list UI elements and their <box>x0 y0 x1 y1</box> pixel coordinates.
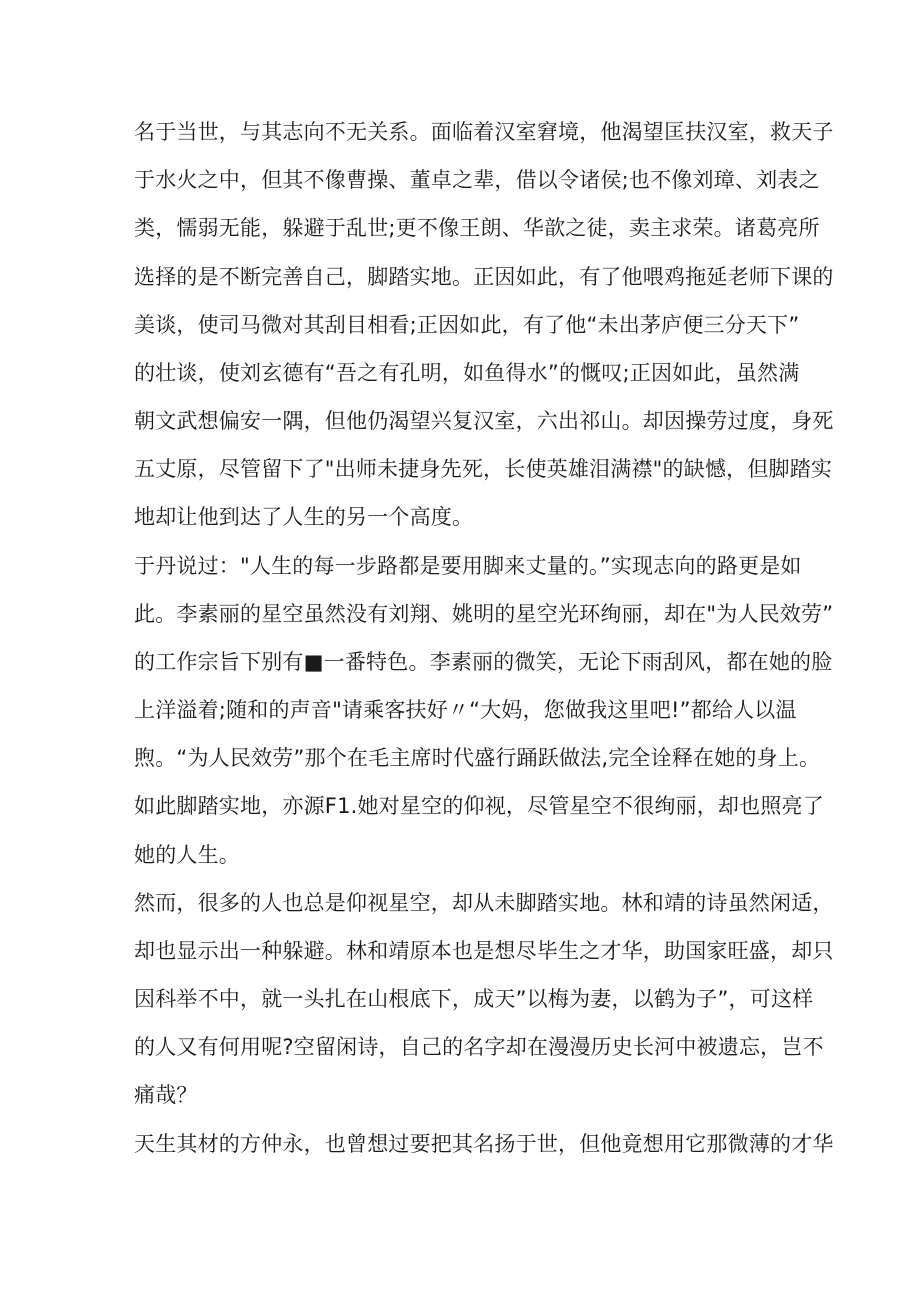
text-line: 此。李素丽的星空虽然没有刘翔、姚明的星空光环绚丽，却在"为人民效劳” <box>134 602 834 626</box>
text-line: 如此脚踏实地，亦源F1.她对星空的仰视，尽管星空不很绚丽，却也照亮了 <box>134 794 824 818</box>
text-line: 于水火之中，但其不像曹操、董卓之辈，借以令诸侯;也不像刘璋、刘表之 <box>134 168 820 192</box>
text-line: 地却让他到达了人生的另一个高度。 <box>134 505 474 529</box>
text-line: 美谈，使司马微对其刮目相看;正因如此，有了他“未出茅庐便三分天下” <box>134 313 800 337</box>
text-line: 却也显示出一种躲避。林和靖原本也是想尽毕生之才华，助国家旺盛，却只 <box>134 939 834 963</box>
text-line: 类，懦弱无能，躲避于乱世;更不像王朗、华歆之徒，卖主求荣。诸葛亮所 <box>134 216 820 240</box>
text-line: 名于当世，与其志向不无关系。面临着汉室窘境，他渴望匡扶汉室，救天子 <box>134 120 834 144</box>
text-line: 于丹说过："人生的每一步路都是要用脚来丈量的。”实现志向的路更是如 <box>134 554 802 578</box>
text-line: 因科举不中，就一头扎在山根底下，成天”以梅为妻，以鹤为子”，可这样 <box>134 987 814 1011</box>
text-line: 然而，很多的人也总是仰视星空，却从未脚踏实地。林和靖的诗虽然闲适， <box>134 891 834 915</box>
text-line: 朝文武想偏安一隅，但他仍渴望兴复汉室，六出祁山。却因操劳过度，身死 <box>134 409 834 433</box>
text-line: 上洋溢着;随和的声音"请乘客扶好〃“大妈，您做我这里吧!”都给人以温 <box>134 698 797 722</box>
text-line: 天生其材的方仲永，也曾想过要把其名扬于世，但他竟想用它那微薄的才华 <box>134 1132 834 1156</box>
text-line: 煦。“为人民效劳”那个在毛主席时代盛行踊跃做法,完全诠释在她的身上。 <box>134 746 821 770</box>
text-line: 五丈原，尽管留下了"出师未捷身先死，长使英雄泪满襟"的缺憾，但脚踏实 <box>134 457 833 481</box>
text-line: 痛哉？ <box>134 1083 198 1107</box>
text-line: 的壮谈，使刘玄德有“吾之有孔明，如鱼得水”的慨叹;正因如此，虽然满 <box>134 361 800 385</box>
text-line: 她的人生。 <box>134 843 240 867</box>
text-line: 选择的是不断完善自己，脚踏实地。正因如此，有了他喂鸡拖延老师下课的 <box>134 265 834 289</box>
text-line: 的工作宗旨下别有■一番特色。李素丽的微笑，无论下雨刮风，都在她的脸 <box>134 650 833 674</box>
text-line: 的人又有何用呢?空留闲诗，自己的名字却在漫漫历史长河中被遗忘，岂不 <box>134 1035 824 1059</box>
